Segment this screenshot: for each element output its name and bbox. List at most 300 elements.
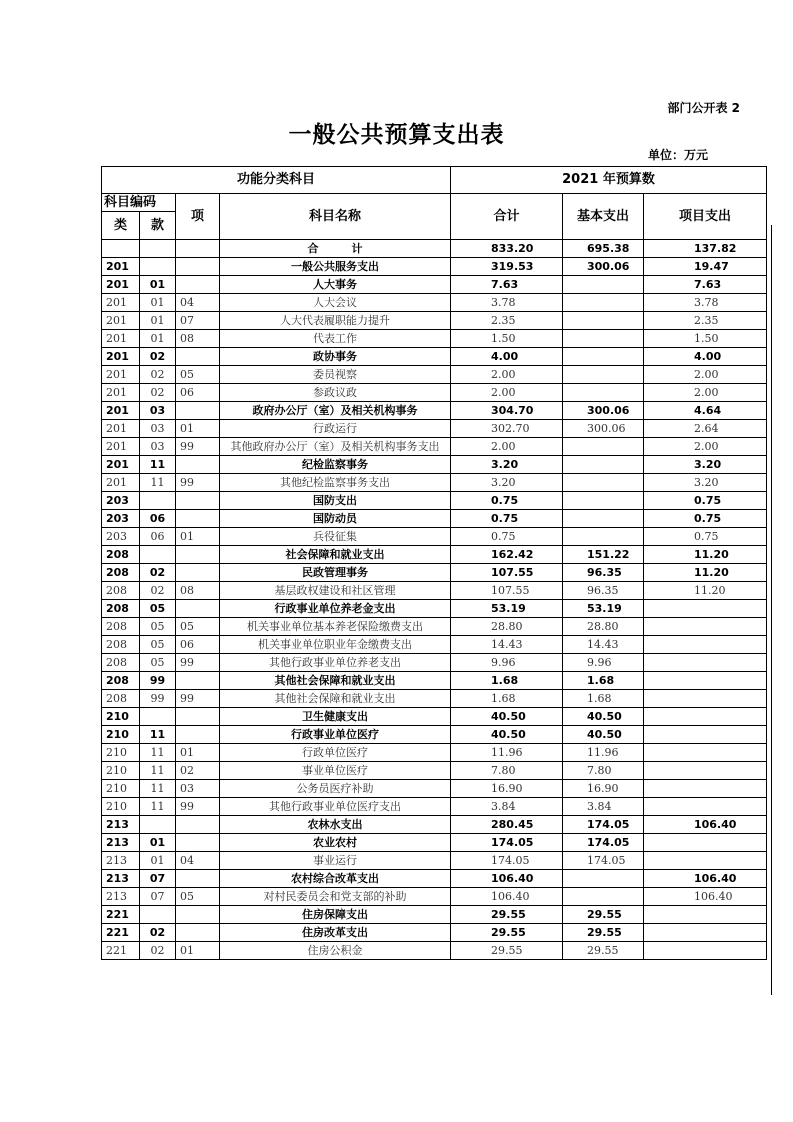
cell-project: [644, 942, 767, 960]
table-row: [102, 546, 767, 564]
header-budget-2021: 2021 年预算数: [451, 167, 767, 194]
cell-total: 174.05: [451, 852, 563, 870]
cell-project: [644, 726, 767, 744]
cell-xiang: [176, 258, 220, 276]
cell-project: 11.20: [644, 546, 767, 564]
cell-project: 2.00: [644, 438, 767, 456]
cell-total: 0.75: [451, 492, 563, 510]
table-row: [102, 690, 767, 708]
cell-basic: 28.80: [563, 618, 644, 636]
cell-lei: 208: [102, 546, 140, 564]
cell-kuan: 01: [140, 294, 176, 312]
cell-lei: 208: [102, 654, 140, 672]
cell-name: 住房保障支出: [220, 906, 451, 924]
cell-basic: [563, 438, 644, 456]
cell-kuan: 02: [140, 564, 176, 582]
cell-xiang: [176, 726, 220, 744]
table-row: [102, 654, 767, 672]
cell-xiang: 03: [176, 780, 220, 798]
cell-kuan: 01: [140, 312, 176, 330]
cell-basic: [563, 474, 644, 492]
cell-total: 174.05: [451, 834, 563, 852]
cell-basic: 53.19: [563, 600, 644, 618]
cell-xiang: 99: [176, 654, 220, 672]
cell-lei: 201: [102, 438, 140, 456]
cell-kuan: [140, 906, 176, 924]
cell-name: 行政单位医疗: [220, 744, 451, 762]
form-number: 部门公开表 2: [667, 101, 740, 115]
table-row: [102, 474, 767, 492]
table-row: [102, 816, 767, 834]
cell-basic: 695.38: [563, 240, 644, 258]
cell-lei: 213: [102, 816, 140, 834]
cell-project: 11.20: [644, 582, 767, 600]
cell-lei: 208: [102, 600, 140, 618]
cell-name: 农林水支出: [220, 816, 451, 834]
cell-name: 一般公共服务支出: [220, 258, 451, 276]
table-row: [102, 510, 767, 528]
cell-project: 2.35: [644, 312, 767, 330]
cell-total: 7.63: [451, 276, 563, 294]
cell-total: 11.96: [451, 744, 563, 762]
table-row: [102, 528, 767, 546]
cell-lei: 210: [102, 726, 140, 744]
table-row: [102, 240, 767, 258]
table-row: [102, 636, 767, 654]
cell-project: [644, 600, 767, 618]
table-row: [102, 582, 767, 600]
cell-project: [644, 798, 767, 816]
cell-name: 其他行政事业单位养老支出: [220, 654, 451, 672]
cell-total: 106.40: [451, 870, 563, 888]
cell-lei: 203: [102, 510, 140, 528]
cell-lei: 210: [102, 762, 140, 780]
cell-name: 委员视察: [220, 366, 451, 384]
page-title: 一般公共预算支出表: [288, 122, 505, 148]
table-row: [102, 294, 767, 312]
cell-total: 29.55: [451, 924, 563, 942]
table-row: [102, 330, 767, 348]
cell-project: 3.20: [644, 474, 767, 492]
cell-name: 代表工作: [220, 330, 451, 348]
cell-kuan: 11: [140, 726, 176, 744]
cell-lei: 201: [102, 474, 140, 492]
cell-kuan: 03: [140, 402, 176, 420]
cell-kuan: 02: [140, 366, 176, 384]
cell-project: 3.20: [644, 456, 767, 474]
cell-lei: 201: [102, 384, 140, 402]
cell-lei: 221: [102, 942, 140, 960]
cell-basic: [563, 384, 644, 402]
cell-basic: 300.06: [563, 402, 644, 420]
cell-name: 农业农村: [220, 834, 451, 852]
cell-basic: [563, 294, 644, 312]
cell-xiang: [176, 672, 220, 690]
table-row: [102, 600, 767, 618]
header-function-category: 功能分类科目: [102, 167, 451, 194]
cell-total: 2.00: [451, 366, 563, 384]
cell-name: 合 计: [220, 240, 451, 258]
cell-project: 0.75: [644, 528, 767, 546]
cell-total: 302.70: [451, 420, 563, 438]
header-subject-name: 科目名称: [220, 194, 451, 240]
header-total: 合计: [451, 194, 563, 240]
cell-name: 机关事业单位基本养老保险缴费支出: [220, 618, 451, 636]
cell-total: 7.80: [451, 762, 563, 780]
cell-kuan: 11: [140, 744, 176, 762]
cell-total: 4.00: [451, 348, 563, 366]
cell-project: 4.00: [644, 348, 767, 366]
cell-lei: [102, 240, 140, 258]
table-row: [102, 906, 767, 924]
cell-kuan: 02: [140, 924, 176, 942]
cell-kuan: 02: [140, 384, 176, 402]
table-row: [102, 888, 767, 906]
cell-lei: 208: [102, 564, 140, 582]
cell-name: 行政事业单位养老金支出: [220, 600, 451, 618]
cell-kuan: 02: [140, 348, 176, 366]
cell-lei: 210: [102, 744, 140, 762]
cell-basic: [563, 456, 644, 474]
cell-total: 3.20: [451, 456, 563, 474]
cell-basic: 1.68: [563, 690, 644, 708]
cell-total: 40.50: [451, 708, 563, 726]
cell-total: 107.55: [451, 564, 563, 582]
cell-lei: 201: [102, 366, 140, 384]
cell-name: 行政事业单位医疗: [220, 726, 451, 744]
cell-project: [644, 744, 767, 762]
cell-xiang: [176, 402, 220, 420]
cell-project: [644, 780, 767, 798]
cell-xiang: [176, 456, 220, 474]
cell-total: 28.80: [451, 618, 563, 636]
cell-xiang: [176, 348, 220, 366]
cell-total: 0.75: [451, 510, 563, 528]
cell-xiang: [176, 276, 220, 294]
cell-basic: 29.55: [563, 906, 644, 924]
cell-xiang: [176, 492, 220, 510]
cell-basic: 96.35: [563, 582, 644, 600]
cell-xiang: [176, 924, 220, 942]
cell-xiang: [176, 240, 220, 258]
cell-kuan: 07: [140, 888, 176, 906]
cell-kuan: [140, 708, 176, 726]
cell-xiang: 05: [176, 618, 220, 636]
header-project: 项目支出: [644, 194, 767, 240]
cell-basic: 7.80: [563, 762, 644, 780]
cell-xiang: 05: [176, 888, 220, 906]
cell-basic: [563, 366, 644, 384]
table-row: [102, 492, 767, 510]
cell-project: 106.40: [644, 816, 767, 834]
cell-basic: [563, 276, 644, 294]
cell-total: 2.00: [451, 384, 563, 402]
cell-name: 住房改革支出: [220, 924, 451, 942]
cell-name: 事业单位医疗: [220, 762, 451, 780]
cell-xiang: [176, 870, 220, 888]
cell-project: 11.20: [644, 564, 767, 582]
cell-total: 1.68: [451, 690, 563, 708]
cell-basic: 174.05: [563, 834, 644, 852]
cell-project: [644, 924, 767, 942]
cell-kuan: 03: [140, 420, 176, 438]
cell-xiang: 07: [176, 312, 220, 330]
cell-lei: 201: [102, 294, 140, 312]
table-row: [102, 870, 767, 888]
cell-basic: [563, 312, 644, 330]
cell-basic: 300.06: [563, 258, 644, 276]
cell-total: 2.35: [451, 312, 563, 330]
cell-project: [644, 672, 767, 690]
cell-basic: [563, 888, 644, 906]
cell-kuan: 05: [140, 636, 176, 654]
cell-lei: 208: [102, 690, 140, 708]
cell-basic: 29.55: [563, 942, 644, 960]
table-row: [102, 780, 767, 798]
cell-xiang: 99: [176, 798, 220, 816]
table-right-border: [771, 225, 772, 995]
cell-basic: 9.96: [563, 654, 644, 672]
cell-project: [644, 708, 767, 726]
cell-kuan: 07: [140, 870, 176, 888]
cell-lei: 208: [102, 636, 140, 654]
cell-lei: 201: [102, 312, 140, 330]
table-row: [102, 672, 767, 690]
table-row: [102, 798, 767, 816]
cell-total: 40.50: [451, 726, 563, 744]
cell-total: 16.90: [451, 780, 563, 798]
cell-kuan: 01: [140, 834, 176, 852]
cell-kuan: 05: [140, 618, 176, 636]
cell-lei: 201: [102, 420, 140, 438]
cell-name: 其他行政事业单位医疗支出: [220, 798, 451, 816]
cell-xiang: 02: [176, 762, 220, 780]
unit-label: 单位：万元: [647, 148, 708, 162]
cell-total: 162.42: [451, 546, 563, 564]
cell-project: 106.40: [644, 870, 767, 888]
cell-total: 319.53: [451, 258, 563, 276]
cell-kuan: [140, 240, 176, 258]
cell-lei: 213: [102, 852, 140, 870]
cell-total: 1.68: [451, 672, 563, 690]
cell-name: 国防动员: [220, 510, 451, 528]
cell-name: 兵役征集: [220, 528, 451, 546]
cell-xiang: [176, 546, 220, 564]
cell-xiang: 99: [176, 474, 220, 492]
cell-name: 其他政府办公厅（室）及相关机构事务支出: [220, 438, 451, 456]
cell-basic: [563, 870, 644, 888]
cell-name: 行政运行: [220, 420, 451, 438]
cell-project: 2.00: [644, 384, 767, 402]
cell-kuan: 99: [140, 672, 176, 690]
cell-name: 事业运行: [220, 852, 451, 870]
cell-project: [644, 690, 767, 708]
cell-basic: [563, 330, 644, 348]
header-kuan: 款: [140, 212, 176, 240]
cell-name: 社会保障和就业支出: [220, 546, 451, 564]
cell-project: [644, 762, 767, 780]
cell-basic: 1.68: [563, 672, 644, 690]
cell-total: 304.70: [451, 402, 563, 420]
cell-lei: 221: [102, 906, 140, 924]
cell-xiang: 04: [176, 852, 220, 870]
cell-name: 住房公积金: [220, 942, 451, 960]
cell-project: 0.75: [644, 492, 767, 510]
cell-kuan: 01: [140, 276, 176, 294]
cell-kuan: 11: [140, 456, 176, 474]
cell-xiang: [176, 834, 220, 852]
cell-xiang: 08: [176, 330, 220, 348]
cell-basic: 29.55: [563, 924, 644, 942]
cell-total: 29.55: [451, 942, 563, 960]
cell-xiang: [176, 708, 220, 726]
header-xiang: 项: [176, 194, 220, 240]
cell-xiang: 06: [176, 384, 220, 402]
table-row: [102, 708, 767, 726]
table-row: [102, 924, 767, 942]
cell-lei: 201: [102, 456, 140, 474]
table-row: [102, 348, 767, 366]
cell-project: [644, 618, 767, 636]
cell-name: 人大会议: [220, 294, 451, 312]
cell-project: [644, 654, 767, 672]
cell-xiang: 01: [176, 420, 220, 438]
cell-total: 14.43: [451, 636, 563, 654]
cell-lei: 210: [102, 708, 140, 726]
cell-project: 1.50: [644, 330, 767, 348]
cell-name: 政府办公厅（室）及相关机构事务: [220, 402, 451, 420]
cell-xiang: [176, 564, 220, 582]
table-row: [102, 618, 767, 636]
cell-kuan: 11: [140, 474, 176, 492]
cell-xiang: 01: [176, 942, 220, 960]
cell-project: 7.63: [644, 276, 767, 294]
cell-name: 其他社会保障和就业支出: [220, 672, 451, 690]
cell-xiang: 08: [176, 582, 220, 600]
header-subject-code: 科目编码: [102, 194, 176, 212]
cell-lei: 208: [102, 618, 140, 636]
cell-total: 9.96: [451, 654, 563, 672]
cell-kuan: 11: [140, 780, 176, 798]
cell-xiang: [176, 600, 220, 618]
cell-basic: 3.84: [563, 798, 644, 816]
cell-name: 纪检监察事务: [220, 456, 451, 474]
cell-basic: [563, 528, 644, 546]
table-row: [102, 834, 767, 852]
cell-kuan: 05: [140, 600, 176, 618]
cell-project: 0.75: [644, 510, 767, 528]
cell-lei: 210: [102, 780, 140, 798]
cell-name: 对村民委员会和党支部的补助: [220, 888, 451, 906]
cell-lei: 213: [102, 870, 140, 888]
cell-total: 3.84: [451, 798, 563, 816]
cell-name: 农村综合改革支出: [220, 870, 451, 888]
cell-basic: 151.22: [563, 546, 644, 564]
cell-lei: 201: [102, 330, 140, 348]
cell-xiang: 99: [176, 438, 220, 456]
cell-kuan: [140, 258, 176, 276]
cell-name: 人大代表履职能力提升: [220, 312, 451, 330]
cell-project: [644, 636, 767, 654]
cell-total: 106.40: [451, 888, 563, 906]
cell-lei: 210: [102, 798, 140, 816]
cell-lei: 201: [102, 348, 140, 366]
table-row: [102, 420, 767, 438]
cell-kuan: 02: [140, 582, 176, 600]
cell-project: [644, 906, 767, 924]
cell-basic: 14.43: [563, 636, 644, 654]
cell-project: 2.64: [644, 420, 767, 438]
table-row: [102, 258, 767, 276]
cell-kuan: 11: [140, 762, 176, 780]
cell-basic: 40.50: [563, 708, 644, 726]
table-row: [102, 276, 767, 294]
cell-total: 833.20: [451, 240, 563, 258]
cell-name: 基层政权建设和社区管理: [220, 582, 451, 600]
cell-lei: 213: [102, 888, 140, 906]
cell-lei: 201: [102, 402, 140, 420]
table-row: [102, 312, 767, 330]
cell-kuan: [140, 816, 176, 834]
cell-total: 3.20: [451, 474, 563, 492]
cell-xiang: 01: [176, 744, 220, 762]
cell-project: 19.47: [644, 258, 767, 276]
cell-lei: 203: [102, 492, 140, 510]
cell-lei: 208: [102, 672, 140, 690]
cell-kuan: 06: [140, 510, 176, 528]
cell-kuan: 02: [140, 942, 176, 960]
cell-kuan: 06: [140, 528, 176, 546]
table-row: [102, 384, 767, 402]
header-lei: 类: [102, 212, 140, 240]
table-row: [102, 564, 767, 582]
cell-kuan: 03: [140, 438, 176, 456]
cell-xiang: [176, 510, 220, 528]
cell-xiang: 04: [176, 294, 220, 312]
cell-name: 民政管理事务: [220, 564, 451, 582]
cell-kuan: 05: [140, 654, 176, 672]
cell-basic: [563, 510, 644, 528]
table-row: [102, 402, 767, 420]
table-row: [102, 366, 767, 384]
cell-total: 0.75: [451, 528, 563, 546]
cell-lei: 201: [102, 258, 140, 276]
cell-name: 人大事务: [220, 276, 451, 294]
cell-total: 2.00: [451, 438, 563, 456]
cell-project: 106.40: [644, 888, 767, 906]
cell-lei: 221: [102, 924, 140, 942]
cell-name: 卫生健康支出: [220, 708, 451, 726]
cell-basic: [563, 348, 644, 366]
cell-basic: 174.05: [563, 816, 644, 834]
cell-basic: 40.50: [563, 726, 644, 744]
cell-xiang: [176, 816, 220, 834]
table-row: [102, 744, 767, 762]
cell-kuan: [140, 546, 176, 564]
cell-total: 1.50: [451, 330, 563, 348]
cell-name: 其他纪检监察事务支出: [220, 474, 451, 492]
cell-kuan: [140, 492, 176, 510]
cell-lei: 213: [102, 834, 140, 852]
cell-project: [644, 852, 767, 870]
cell-kuan: 99: [140, 690, 176, 708]
cell-total: 280.45: [451, 816, 563, 834]
cell-name: 政协事务: [220, 348, 451, 366]
cell-total: 107.55: [451, 582, 563, 600]
cell-basic: 96.35: [563, 564, 644, 582]
table-row: [102, 852, 767, 870]
table-row: [102, 456, 767, 474]
